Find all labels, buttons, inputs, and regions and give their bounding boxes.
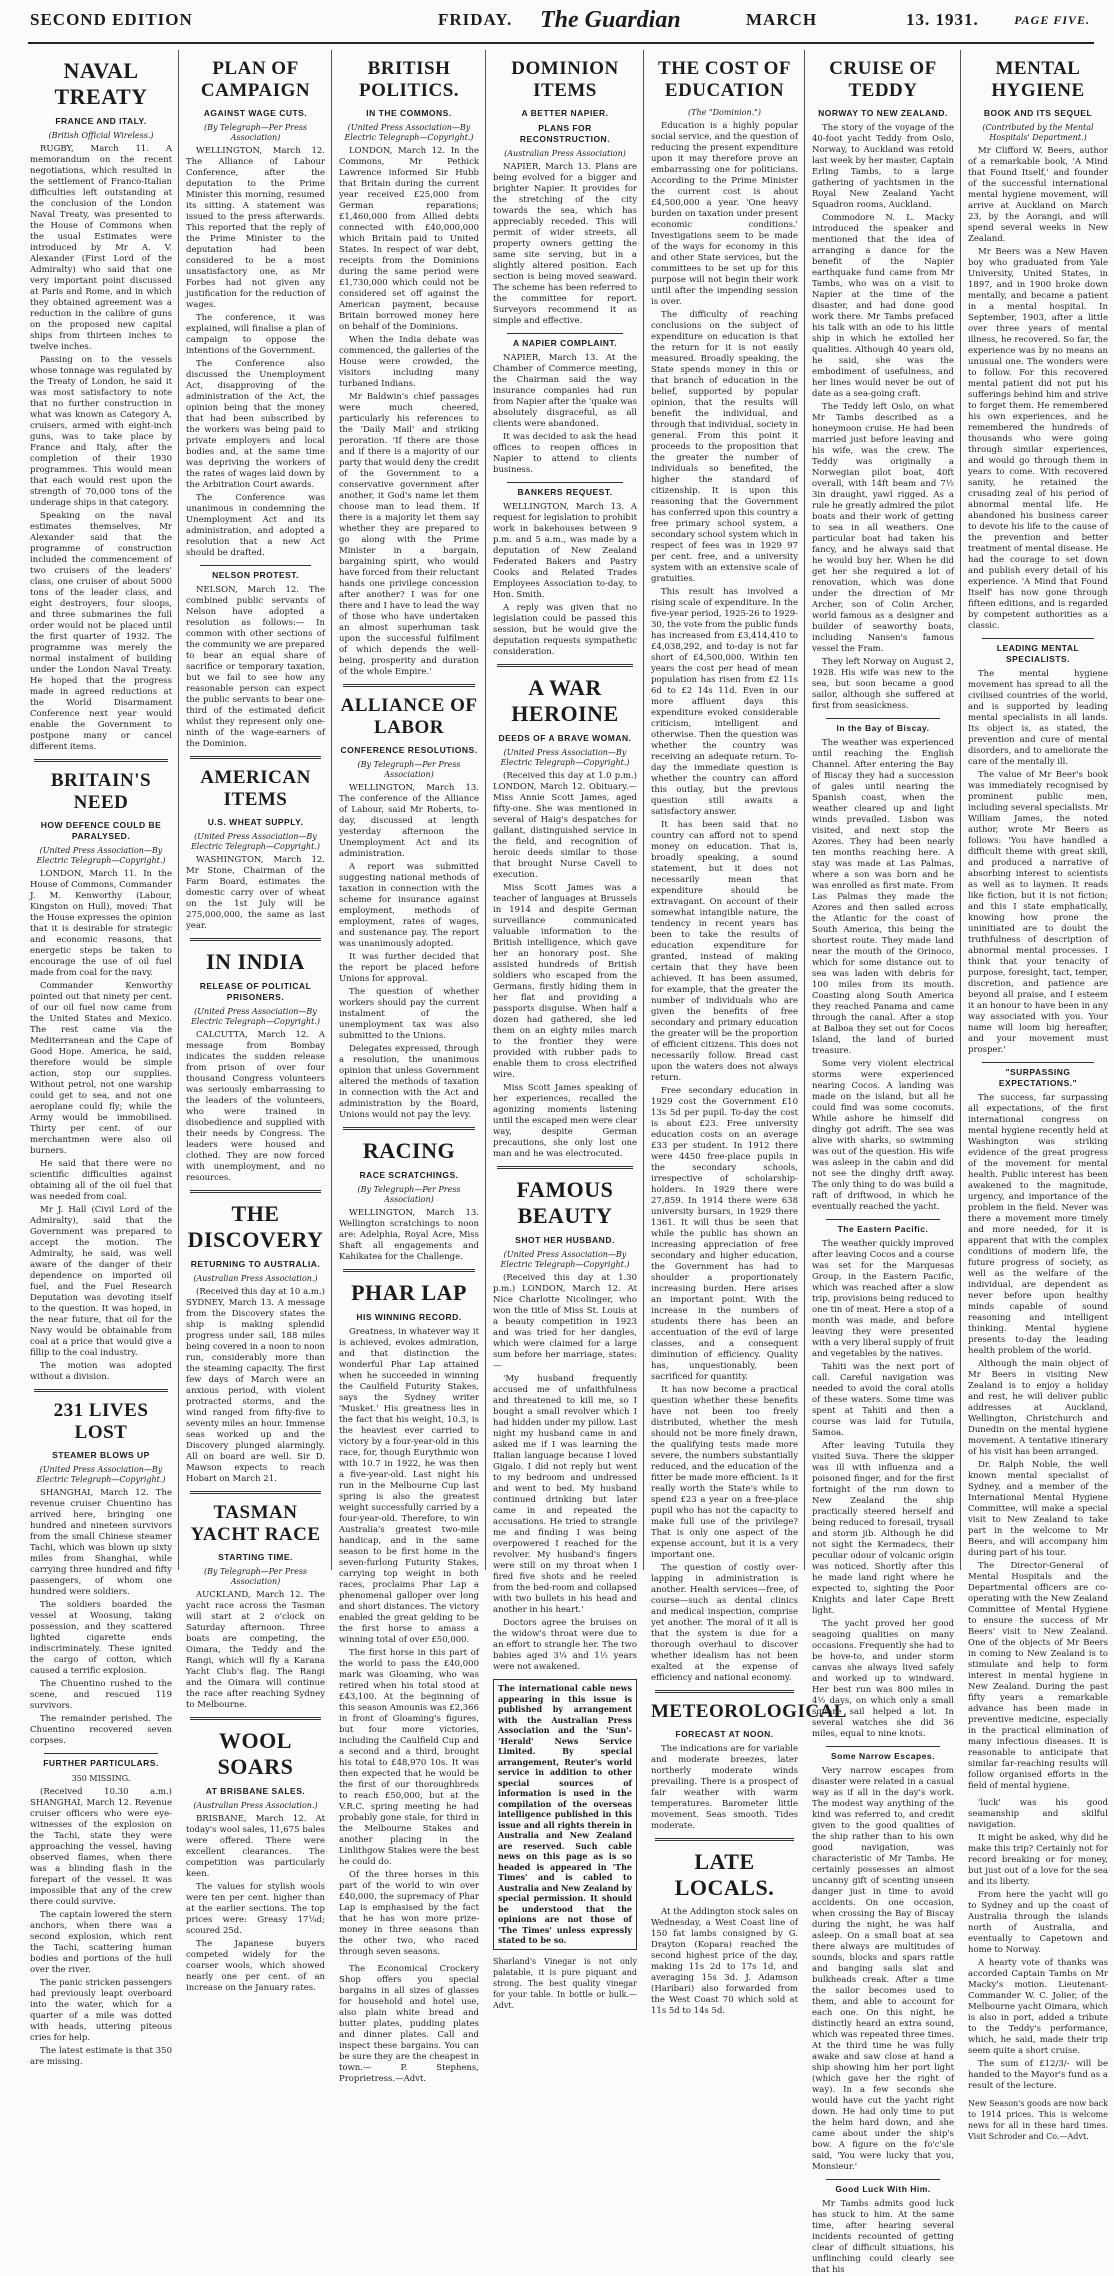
article-paragraph: The latest estimate is that 350 are missing.	[30, 2046, 172, 2067]
article-subheading: DEEDS OF A BRAVE WOMAN.	[498, 733, 632, 743]
article-body	[339, 1208, 479, 1263]
article-body	[339, 783, 479, 1121]
article-body	[30, 1488, 172, 1747]
column-rule	[485, 50, 486, 1570]
article-paragraph: Greatness, in whatever way it is achieved, evokes admiration, and that distinction the wonderful Phar Lap attained when he succeeded in winning the Caulfield Futurity Stakes, says the Sydney writer 'Musket.' His greatness lies in the fact that his weight, 10.3, is the heaviest ever carried to victory by a four-year-old in this race, for, though Eurythmic won with 10.7 in 1922, he was then a five-year-old. Last night his run in the Melbourne Cup last spring is also the greatest weight successfully carried by a four-year-old. Therefore, to win Australia's greatest two-mile handicap, and in the same season to be first home in the seven-furlong Futurity Stakes, carrying top weight in both races, proclaims Phar Lap a phenomenal galloper over long and short distances. The victory enabled the great gelding to be the first horse to amass a winning total of over £50,000.	[339, 1327, 479, 1645]
newspaper-title: The Guardian	[540, 7, 681, 33]
article-paragraph: Free secondary education in 1929 cost the Government £10 13s 5d per pupil. To-day the cost is about £23. Free university education costs on an average £33 per student. In 1912 there were 4450 free-place pupils in the secondary schools, irrespective of scholarship-holders. In 1929 there were 27,859. In 1914 there were 638 university bursars, in 1929 there 1361. It will thus be seen that while the public has shown an increasing appreciation of free secondary and higher education, the Government has had to shoulder a proportionately increasing burden. Here arises an important point. With the increase in the numbers of students there has been an accentuation of the evil of large classes, and a consequent diminution of efficiency. Quality has, unquestionably, been sacrificed for quantity.	[651, 1086, 798, 1382]
article	[339, 1127, 479, 1263]
article-paragraph: The success, far surpassing all expectations, of the first international congress on mental hygiene recently held at Washington was striking evidence of the great progress of the movement for mental health. Public interest has been awakened to the magnitude, urgency, and importance of the problem in the field. Never was there a movement more timely and more needed, for it is apparent that with the complex conditions of modern life, the future progress of society, as well as the welfare of the individual, are dependent as never before upon healthy minds capable of sound reasoning and intelligent thinking. Mental hygiene presents to-day the leading health problem of the world.	[968, 1093, 1108, 1356]
article-body	[30, 869, 172, 1383]
article-divider	[655, 1690, 794, 1693]
article-paragraph: The Director-General of Mental Hospitals and the Departmental officers are co-operating with the New Zealand Committee of Mental Hygiene to ensure the success of Mr Beers' visit to New Zealand. One of the objects of Mr Beers in coming to New Zealand is to stimulate and help to form interest in mental hygiene in New Zealand. During the past fifty years a remarkable advance has been made in preventive medicine, especially in the practical elimination of many infectious diseases. It is reasonable to anticipate that similar far-reaching results will follow organised efforts in the field of mental hygiene.	[968, 1561, 1108, 1791]
article	[812, 1746, 954, 2173]
article-paragraph: Commander Kenworthy pointed out that ninety per cent. of our oil fuel now came from the United States and Mexico. The rest came via the Mediterranean and the Cape of Good Hope. America, he said, therefore would be simple action, stop our supplies. Without petrol, not one warship could get to sea, and not one aeroplane could fly; while the Army would be immobilised. Thirty per cent. of our merchantmen were also oil burners.	[30, 981, 172, 1156]
column-3	[333, 50, 485, 2084]
column-2	[180, 50, 331, 1993]
article-subheading: BANKERS REQUEST.	[517, 487, 613, 497]
article-subheading: RETURNING TO AUSTRALIA.	[190, 1259, 321, 1269]
article-credit: (Australian Press Association.)	[193, 1801, 318, 1810]
article-paragraph: They left Norway on August 2, 1928. His wife was new to the sea, but soon became a good sailor, although she suffered at first from seasickness.	[812, 657, 954, 711]
article	[186, 1717, 325, 1994]
article-paragraph: WELLINGTON, March 13. Wellington scratchings to noon are: Adelphia, Royal Acre, Miss Shaft all engagements and Kahikatea for the Challenge.	[339, 1208, 479, 1262]
article-divider	[497, 664, 633, 667]
article-credit: (By Telegraph—Per Press Association)	[203, 123, 308, 142]
article-paragraph: It might be asked, why did he make this trip? Certainly not for record breaking or for money, but just out of a love for the sea and its liberty.	[968, 1833, 1108, 1887]
article-headline: A WAR HEROINE	[511, 675, 619, 726]
article-divider	[190, 756, 321, 759]
article-paragraph: Although the main object of Mr Beers in visiting New Zealand is to enjoy a holiday and rest, he will deliver public addresses at Auckland, Wellington, Christchurch and Dunedin on the mental hygiene movement. A tentative itinerary of his visit has been arranged.	[968, 1359, 1108, 1457]
column-rule	[331, 50, 332, 1570]
article	[968, 58, 1108, 632]
article	[493, 333, 637, 476]
article-headline: PHAR LAP	[351, 1280, 467, 1305]
article	[339, 1964, 479, 2085]
article-headline: THE COST OF EDUCATION	[658, 58, 791, 101]
article	[651, 58, 798, 1684]
article-paragraph: The values for stylish wools were ten per cent. higher than at the earlier sections. The top prices were: Greasy 17¼d; scoured 25d.	[186, 1882, 325, 1936]
article	[812, 58, 954, 712]
article-divider	[343, 684, 475, 687]
article	[651, 1690, 847, 1832]
article-divider	[190, 1491, 321, 1494]
article-paragraph: The captain lowered the stern anchors, when there was a second explosion, which rent the Tachi, scattering human bodies and portions of the hull over the river.	[30, 1910, 172, 1975]
article-paragraph: From here the yacht will go to Sydney and up the coast of Australia through the islands north of Australia, and eventually to Capetown and home to Norway.	[968, 1890, 1108, 1955]
article-credit: (By Telegraph—Per Press Association)	[357, 1185, 461, 1204]
article-credit: (Australian Press Association)	[504, 149, 626, 158]
article-paragraph: The Conference also discussed the Unemployment Act, disapproving of the administration of the Act, the opinion being that the money that had been subscribed by the workers was being paid to private employers and local bodies and, at the same time was depriving the workers of the rates of wages laid down by the Arbitration Court awards.	[186, 359, 325, 490]
date-label: 13. 1931.	[906, 10, 979, 29]
article-headline: ALLIANCE OF LABOR	[340, 695, 478, 738]
article-subheading: SHOT HER HUSBAND.	[515, 1235, 615, 1245]
article	[30, 759, 172, 1383]
article	[968, 2098, 1108, 2142]
article-subheading: IN THE COMMONS.	[366, 108, 452, 118]
article	[186, 938, 325, 1184]
article-paragraph: (Received this day at 1.0 p.m.) LONDON, March 12. Obituary.—Miss Annie Scott James, aged fifty-one. She was mentioned in several of Haig's despatches for gallant, distinguished service in the field, and recognition of heroic deeds similar to those that brought Nurse Cavell to execution.	[493, 771, 637, 880]
article	[651, 1838, 798, 2017]
article-subheading: NELSON PROTEST.	[212, 570, 299, 580]
article-paragraph: A hearty vote of thanks was accorded Captain Tambs on Mr Macky's motion. Lieutenant-Commander W. C. Jolier, of the Melbourne yacht Oimara, which is also in port, added a tribute to the Teddy's performance, which, he said, made their trip seem quite a short cruise.	[968, 1958, 1108, 2056]
article-headline: CRUISE OF TEDDY	[829, 58, 937, 101]
press-notice: The international cable news appearing in this issue is published by arrangement with the Australian Press Association and the 'Sun'-'Herald' News Service Limited. By special arrangement, Reuter's world service in addition to other special sources of information is used in the compilation of the overseas intelligence published in this issue and all rights therein in Australia and New Zealand are reserved. Such cable news on this page as is so headed is appeared in 'The Times' and is cabled to Australia and New Zealand by special permission. It should be understood that the opinions are not those of 'The Times' unless expressly stated to be so.	[493, 1679, 637, 1950]
article-paragraph: The question of whether workers should pay the current instalment of the unemployment tax was also submitted to the Unions.	[339, 987, 479, 1041]
article-paragraph: At the Addington stock sales on Wednesday, a West Coast line of 150 fat lambs consigned by G. Drayton (Kopara) reached the second highest price of the day, making 11s 2d to 17s 1d, and averaging 15s 3d. J. Adamson (Haribari) also forwarded from the West Coast 70 which sold at 11s 5d to 14s 5d.	[651, 1907, 798, 2016]
article-paragraph: RUGBY, March 11. A memorandum on the recent negotiations, which resulted in the settlement of Franco-Italian difficulties left outstanding at the conclusion of the London Naval Treaty, was presented to the House of Commons when the usual Estimates were introduced by Mr A. V. Alexander (First Lord of the Admiralty) who said that one very important point discussed at Paris and Rome, and in which they obtained agreement was a reduction in the calibre of guns on the proposed new capital ships from thirteen inches to twelve inches.	[30, 144, 172, 352]
article-subheading: In the Bay of Biscay.	[836, 723, 930, 733]
section-divider	[44, 1753, 158, 1754]
article-paragraph: The panic stricken passengers had previously leapt overboard into the water, which for a quarter of a mile was dotted with heads, uttering piteous cries for help.	[30, 1978, 172, 2043]
article-subheading: The Eastern Pacific.	[837, 1224, 929, 1234]
article-subheading: FRANCE AND ITALY.	[55, 116, 147, 126]
article-subheading: AT BRISBANE SALES.	[205, 1786, 306, 1796]
article-paragraph: The Conference was unanimous in condemning the Unemployment Act and its administration, and adopted a resolution that a new Act should be drafted.	[186, 493, 325, 558]
article-credit: (British Official Wireless.)	[48, 131, 154, 140]
article-paragraph: Speaking on the naval estimates themselves, Mr Alexander said that the programme of construction included the commencement of two cruisers of the leaders' class, one cruiser of about 5000 tons of the leader class, and eight destroyers, four sloops, and three submarines the full order would not be placed until the first quarter of 1932. The programme was merely the normal instalment of building under the London Naval Treaty. He hoped that the progress made in agreed reductions at the World Disarmament Conference next year would enable the Government to postpone many or cancel different items.	[30, 511, 172, 752]
column-rule	[960, 50, 961, 1570]
article-paragraph: The value of Mr Beer's book was immediately recognised by prominent public men, including several specialists. Mr William James, the noted author, wrote Mr Beers as follows: 'You have handled a difficult theme with great skill, and produced a narrative of absorbing interest to scientists as well as to laymen. It reads like fiction, but it is not fiction; and this I state emphatically, knowing how prone the uninitiated are to doubt the truthfulness of description of abnormal mental processes. I think that your tenacity of purpose, foresight, tact, temper, discretion, and patience are beyond all praise, and I esteem it an honour to have been in any way associated with you. Your name will loom big hereafter, and your movement must prosper.'	[968, 770, 1108, 1055]
article-paragraph: Mr Baldwin's chief passages were much cheered, particularly his references to the 'Daily Mail' and striking peroration. 'If there are those and if there is a majority of our party that would deny the credit of the Government to a conservative government after another, it God's name let them choose man to lead them. If there is a majority let them say whether they are prepared to go along with the Prime Minister in a bargain, bargaining spirit, who would have forced from their reluctant hands one privilege concession after another? I was for one there and I have to lead the way of those who have undertaken an almost superhuman task upon the successful fulfilment of which depends the well-being, prosperity and duration of the whole Empire.'	[339, 392, 479, 677]
article	[186, 565, 325, 750]
article-body	[968, 1798, 1108, 2092]
article-divider	[497, 1166, 633, 1169]
article-paragraph: The weather was experienced until reaching the English Channel. After entering the Bay of Biscay they had a succession of gales until nearing the Spanish coast, when the weather cleared up and light winds prevailed. Lisbon was visited, and next stop the Azores. They had been nearly ten months reaching here. A stay was made at Las Palmas, where a son was born and he was enrolled as first mate. From Las Palmas they made the Azores and then sailed across the Atlantic for the coast of South America, this being the shortest route. They made land near the mouth of the Orinoco, which for some distance out to sea was laden with debris for 100 miles from its mouth. Coasting along South America they reached Panama and came through the canal. After a stop at Balboa they set out for Cocos Island, the land of buried treasure.	[812, 738, 954, 1056]
article-paragraph: Commodore N. L. Macky introduced the speaker and mentioned that the idea of arranging a dance for the benefit of the Napier earthquake fund came from Mr Tambs, who was on a visit to Napier at the time of the disaster, and had done good work there. Mr Tambs prefaced his talk with an ode to his little ship in which he extolled her qualities. Although 40 years old, he said, she was the embodiment of usefulness, and her lines would never be out of date as a sea-going craft.	[812, 213, 954, 399]
article-subheading: A BETTER NAPIER.	[521, 108, 609, 118]
article-headline: BRITAIN'S NEED	[50, 770, 152, 813]
article-headline: BRITISH POLITICS.	[358, 58, 460, 101]
article-body	[812, 1239, 954, 1740]
article	[812, 718, 954, 1213]
article-body	[968, 1093, 1108, 1792]
article-divider	[190, 1717, 321, 1720]
article-paragraph: (Received this day at 10 a.m.) SYDNEY, March 13. A message from the Discovery states the ship is making splendid progress under sail, 188 miles being covered in a noon to noon run, considerably more than the steaming capacity. The first few days of March were an anxious period, with violent protracted storms, and the wind ranged from fifty-five to seventy miles an hour. Immense seas worked up and the Discovery plunged alarmingly. All on board are well. Sir D. Mawson expects to reach Hobart on March 21.	[186, 1287, 325, 1484]
article-body	[30, 1787, 172, 2068]
article-body	[186, 146, 325, 559]
article-subheading: A NAPIER COMPLAINT.	[512, 338, 618, 348]
article	[493, 1166, 637, 1673]
section-divider	[982, 638, 1094, 639]
article-paragraph: It has been said that no country can afford not to spend money on education. That is, broadly speaking, a sound statement, but it does not necessarily mean that expenditure should be extravagant. On account of their somewhat intangible nature, the tendency in recent years has been to take the results of education expenditure for granted, instead of making certain that they have been achieved. It has been assumed, for example, that the greater the number of individuals who are given the benefits of free secondary and primary education the greater will be the proportion of efficient citizens. This does not necessarily follow. Bread cast upon the waters does not always return.	[651, 820, 798, 1083]
article	[186, 756, 325, 932]
article	[186, 1491, 325, 1711]
article-paragraph: LONDON, March 11. In the House of Commons, Commander J. M. Kenworthy (Labour, Kingston on Hull), moved: That the House expresses the opinion that it is desirable for strategic and economic reasons, that energetic steps be taken to encourage the use of oil fuel made from coal for the navy.	[30, 869, 172, 978]
article-paragraph: Mr J. Hall (Civil Lord of the Admiralty), said that the Government was prepared to accept the motion. The Admiralty, he said, was well aware of the danger of their dependence on imported oil fuel, and the Fuel Research Deputation was devoting itself to the question. It was hoped, in the near future, that oil for the Navy would be obtainable from coal at a price that would give a fillip to the coal industry.	[30, 1205, 172, 1358]
article-credit: (United Press Association—By Electric Telegraph—Copyright.)	[36, 1465, 166, 1484]
article-headline: PLAN OF CAMPAIGN	[200, 58, 311, 101]
article-body	[812, 1766, 954, 2173]
article-headline: MENTAL HYGIENE	[991, 58, 1085, 101]
section-divider	[507, 333, 623, 334]
article-body	[493, 1273, 637, 1673]
article-paragraph: The conference, it was explained, will finalise a plan of campaign to oppose the intentions of the Government.	[186, 313, 325, 356]
article-paragraph: The question of costly over-lapping in administration is another. Health services—free, of course—such as dental clinics and medical inspection, comprise yet another. The moral of it all is that the system is due for a thorough overhaul to discover whether idealism has not been exalted at the expense of efficiency and national economy.	[651, 1563, 798, 1683]
article-paragraph: The remainder perished. The Chuentino recovered seven corpses.	[30, 1714, 172, 1746]
article-body	[186, 855, 325, 932]
article-divider	[343, 1269, 475, 1272]
article-body	[812, 123, 954, 712]
article	[812, 1219, 954, 1740]
article-subheading: FURTHER PARTICULARS.	[43, 1758, 159, 1768]
article-credit: (United Press Association—By Electric Telegraph—Copyright.)	[500, 748, 630, 767]
article	[968, 638, 1108, 1056]
article	[493, 482, 637, 658]
article-paragraph: WELLINGTON, March 13. A request for legislation to prohibit work in bakehouses between 9 p.m. and 5 a.m., was made by a deputation of New Zealand Federated Bakers and Pastry Cooks and Related Trades Employees Association to-day, to Hon. Smith.	[493, 502, 637, 600]
article	[968, 1062, 1108, 1792]
article-paragraph: Dr. Ralph Noble, the well known mental specialist of Sydney, and a member of the International Mental Hygiene Committee, will make a special visit to New Zealand to take part in the welcome to Mr Beers, and will accompany him during part of his tour.	[968, 1460, 1108, 1558]
column-rule	[643, 50, 644, 1570]
article-credit: (United Press Association—By Electric Telegraph—Copyright.)	[190, 1007, 321, 1026]
article-paragraph: 'luck' was his good seamanship and skilful navigation.	[968, 1798, 1108, 1830]
article-paragraph: He said that there were no scientific difficulties against obtaining all of the oil fuel that was needed from coal.	[30, 1159, 172, 1202]
article-paragraph: Miss Scott James speaking of her experiences, recalled the agonizing moments listening until the escaped men were clear way, despite German precautions, she only lost one man and he was electrocuted.	[493, 1083, 637, 1159]
column-1	[24, 50, 178, 2067]
article-paragraph: It has now become a practical question whether these benefits have not been too freely distributed, whether the mesh should not be more finely drawn, the qualifying tests made more severe, the numbers substantially reduced, and the education of the fitter be made more efficient. Is it really worth the State's while to spend £23 a year on a free-place pupil who has not the capacity to make full use of the privilege? That is only one aspect of the expense account, but it is a very important one.	[651, 1385, 798, 1560]
article-headline: TASMAN YACHT RACE	[190, 1502, 321, 1545]
section-divider	[826, 718, 940, 719]
article-body	[812, 2199, 954, 2276]
article	[493, 664, 637, 1160]
article-paragraph: LONDON, March 12. In the Commons, Mr Pethick Lawrence informed Sir Hubb that Britain during the current year received £25,000 from German reparations; £1,460,000 from Allied debts connected with £40,000,000 which Britain paid to United States. In respect of war debt, receipts from the Dominions during the same period were £1,730,000 which could not be considered set off against the American payment, because Britain borrowed money here on behalf of the Dominions.	[339, 146, 479, 332]
article-paragraph: It was decided to ask the head offices to reopen offices in Napier to attend to clients business.	[493, 432, 637, 475]
article-headline: METEOROLOGICAL	[651, 1701, 847, 1722]
article-body	[493, 771, 637, 1160]
article-credit: (United Press Association—By Electric Telegraph—Copyright.)	[190, 832, 321, 851]
article-paragraph: NAPIER, March 13. Plans are being evolved for a bigger and brighter Napier. It provides for the stretching of the city towards the sea, which has appreciably receded. This will permit of wider streets, all property owners getting the same site serving, but in a slightly altered position. Each section is being moved seaward. The scheme has been referred to the committee for report. Surveyors recommend it as simple and effective.	[493, 162, 637, 326]
page-label: PAGE FIVE.	[1014, 13, 1090, 27]
column-4	[487, 50, 643, 2010]
article-paragraph: (Received 10.30 a.m.) SHANGHAI, March 12. Revenue cruiser officers who were eye-witnesses of the explosion on the Tachi, state they were approaching the vessel, having observed flames, when there was a blinding flash in the forepart of the vessel. It was impossible that any of the crew there could survive.	[30, 1787, 172, 1907]
month-label: MARCH	[746, 10, 818, 29]
article-dateline: 350 MISSING.	[71, 1774, 131, 1783]
article-body	[186, 1287, 325, 1485]
article-subheading: CONFERENCE RESOLUTIONS.	[340, 745, 478, 755]
section-divider	[826, 1219, 940, 1220]
article-divider	[655, 1838, 794, 1841]
article-subheading: RACE SCRATCHINGS.	[359, 1170, 459, 1180]
article-paragraph: The yacht proved her good seagoing qualities on many occasions. Frequently she had to be hove-to, and under storm canvas she always lived safely and worked up to windward. Her best run was 800 miles in 4½ days, on which only a small square sail helped a lot. In several watches she did 36 miles, equal to nine knots.	[812, 1619, 954, 1739]
article	[493, 1679, 637, 1950]
article-credit: (United Press Association—By Electric Telegraph—Copyright.)	[500, 1250, 630, 1269]
article-divider	[34, 1389, 168, 1392]
article-paragraph: The mental hygiene movement has spread to all the civilised countries of the world, and is supported by leading mental specialists in all lands. Its object is, as stated, the prevention and cure of mental disorders, and to ameliorate the care of the mentally ill.	[968, 669, 1108, 767]
article-paragraph: Delegates expressed, through a resolution, the unanimous opinion that unless Government altered the methods of taxation in connection with the Act and administration by the Board, Unions would not pay the levy.	[339, 1044, 479, 1120]
article-paragraph: The weather quickly improved after leaving Cocos and a course was set for the Marquesas Group, in the Eastern Pacific, which was reached after a slow trip, provisions being reduced to one tin of meat. Here a stop of a month was made, and before leaving they were presented with a very liberal supply of fruit and vegetables by the natives.	[812, 1239, 954, 1359]
article-paragraph: This result has involved a rising scale of expenditure. In the five-year period, 1925-26 to 1929-30, the vote from the public funds has increased from £3,414,410 to £4,038,292, and to-day is not far short of £4,500,000. Within ten years the cost per head of mean population has risen from £2 11s 6d to £2 14s 11d. Even in our more affluent days this expenditure evoked considerable criticism, intelligent and otherwise. Then the question was whether the country was receiving an adequate return. To-day the immediate question is whether the country can afford this outlay, but the previous question still awaits a satisfactory answer.	[651, 587, 799, 817]
article-subheading: LEADING MENTAL SPECIALISTS.	[996, 643, 1080, 664]
article-subheading: NORWAY TO NEW ZEALAND.	[818, 108, 948, 118]
article-paragraph: BRISBANE, March 12. At today's wool sales, 11,675 bales were offered. There were excellent clearances. The competition was particularly keen.	[186, 1814, 325, 1879]
article-paragraph: The Chuentino rushed to the scene, and rescued 119 survivors.	[30, 1679, 172, 1711]
article-credit: (Contributed by the Mental Hospitals' Department.)	[982, 123, 1094, 142]
article-paragraph: A reply was given that no legislation could be passed this session, but he would give the deputation requests sympathetic consideration.	[493, 603, 637, 657]
article-headline: DOMINION ITEMS	[511, 58, 619, 101]
article-subheading: PLANS FOR RECONSTRUCTION.	[519, 123, 611, 144]
article-body	[968, 146, 1108, 632]
article-divider	[343, 1127, 475, 1130]
article-paragraph: AUCKLAND, March 12. The yacht race across the Tasman will start at 2 o'clock on Saturday afternoon. Three boats are competing, the Oimara, the Teddy and the Rangi, which will fly a Karana Yacht Club's flag. The Rangi and the Oimara will continue the race after reaching Sydney to Melbourne.	[186, 1590, 325, 1710]
article-subheading: AGAINST WAGE CUTS.	[203, 108, 308, 118]
article-subheading: BOOK AND ITS SEQUEL	[983, 108, 1093, 118]
article-credit: (By Telegraph—Per Press Association)	[357, 760, 461, 779]
article-paragraph: Of the three horses in this part of the world to win over £40,000, the supremacy of Phar Lap is emphasised by the fact that he has won more prize-money in three seasons than the other two, who raced through seven seasons.	[339, 1870, 479, 1957]
article-paragraph: A report was submitted suggesting national methods of taxation in connection with the scheme for insurance against employment, methods of employment, rates of wages, and sustenance pay. The report was unanimously adopted.	[339, 862, 479, 949]
article-headline: AMERICAN ITEMS	[200, 767, 311, 810]
article-body	[651, 121, 798, 1684]
article-divider	[190, 1190, 321, 1193]
article	[30, 1753, 172, 2068]
article-headline: IN INDIA	[206, 949, 305, 974]
section-divider	[982, 1062, 1094, 1063]
article-subheading: FORECAST AT NOON.	[675, 1729, 774, 1739]
article	[339, 684, 479, 1121]
article-paragraph: After leaving Tutuila they visited Suva. There the skipper was ill with influenza and a poisoned finger, and for the first fortnight of the run down to New Zealand the ship practically steered herself and being reduced to foresail, trysail and storm jib. Although he did not sight the Kermadecs, their peculiar odour of volcanic origin was noticed. Shortly after this he made land right where he expected to, sighting the Poor Knights and later Cape Brett light.	[812, 1441, 954, 1616]
article-body	[493, 353, 637, 476]
article-subheading: "SURPASSING EXPECTATIONS."	[998, 1067, 1078, 1088]
article-paragraph: The motion was adopted without a division.	[30, 1361, 172, 1382]
article-body	[186, 1814, 325, 1994]
article	[968, 1798, 1108, 2092]
article-paragraph: Some very violent electrical storms were experienced nearing Cocos. A landing was made on the island, but all he could find was some coconuts. While ashore he himself did dinghy got adrift. The sea was alive with sharks, so swimming was out of the question. His wife was asleep in the cabin and did not see the dinghy drift away. The only thing to do was build a raft of driftwood, in which he eventually reached the yacht.	[812, 1059, 954, 1212]
article-body	[186, 1030, 325, 1184]
column-rule	[804, 50, 805, 1570]
article-subheading: RELEASE OF POLITICAL PRISONERS.	[199, 981, 312, 1002]
article-body	[339, 1327, 479, 1958]
article-body	[493, 502, 637, 658]
article-subheading: Good Luck With Him.	[835, 2184, 931, 2194]
column-rule	[178, 50, 179, 1570]
article-paragraph: The first horse in this part of the world to pass the £40,000 mark was Gloaming, who was retired when his total stood at £43,100. At the beginning of this season Amounis was £2,366 in front of Gloaming's figures, but four more victories, including the Caulfield Cup and a second and a third, brought his total to £48,970 10s. It was then expected that he would be the first of our thoroughbreds to reach £50,000, but at the V.R.C. spring meeting he had probably gone stale, for third in the Melbourne Stakes and another placing in the Linlithgow Stakes were the best he could do.	[339, 1648, 479, 1867]
article-body	[186, 585, 325, 750]
article-body	[968, 669, 1108, 1056]
article-paragraph: Miss Scott James was a teacher of languages at Brussels in 1914 and despite German surveillance communicated valuable information to the British intelligence, which gave her an honorary post. She assisted hundreds of British soldiers who escaped from the Germans, firstly hiding them in her flat and providing a passports disguise. When half a dozen had gathered, she led them on an eighty miles march to the frontier they were provided with rubber pads to enable them to cross electrified wire.	[493, 883, 637, 1080]
article-divider	[190, 938, 321, 941]
article-headline: THE DISCOVERY	[187, 1201, 324, 1252]
article	[812, 2179, 954, 2276]
column-5	[645, 50, 847, 2016]
article-paragraph: It was further decided that the report be placed before Unions for approval.	[339, 952, 479, 984]
article-subheading: HIS WINNING RECORD.	[356, 1312, 462, 1322]
article-paragraph: NAPIER, March 13. At the Chamber of Commerce meeting, the Chairman said the way insurance companies had run from Napier after the 'quake was absolutely disgraceful, as all clients were abandoned.	[493, 353, 637, 429]
article-body	[339, 146, 479, 678]
article-paragraph: CALCUTTA, March 12. A message from Bombay indicates the sudden release from prison of over four thousand Congress volunteers was seriously embarrassing to the leaders of the volunteers, who were trained in disobedience and supplied with their needs by Congress. The leaders were housed and clothed. They are now forced with unemployment, and no resources.	[186, 1030, 325, 1183]
article	[186, 1190, 325, 1485]
article-body	[30, 144, 172, 753]
article-headline: FAMOUS BEAUTY	[516, 1177, 614, 1228]
article-body	[339, 1964, 479, 2085]
article-paragraph: The Teddy left Oslo, on what Mr Tambs described as a honeymoon cruise. He had been married just before leaving and his wife, was the crew. The Teddy was originally a Norwegian pilot boat, 40ft overall, with 14ft beam and 7½ 3in draught, yawl rigged. As a rule he greatly admired the pilot boats and their work of getting to sea in all weathers. One particular boat had taken his fancy, and he always said that he would buy her. When he did get her she required a lot of renovation, which was done under the direction of Mr Archer, son of Colin Archer, world famous as a designer and builder of seaworthy boats, including Nansen's famous vessel the Fram.	[812, 402, 954, 654]
edition-label: SECOND EDITION	[30, 10, 193, 29]
article-headline: RACING	[362, 1138, 456, 1163]
article-body	[812, 738, 954, 1213]
advertisement: Sharland's Vinegar is not only palatable, it is pure piquant and strong. The best quality vinegar for your table. In bottle or bulk.—Advt.	[493, 1956, 637, 2010]
article-headline: LATE LOCALS.	[674, 1849, 775, 1900]
article-paragraph: Doctors agree the bruises on the widow's throat were due to an effort to strangle her. The two babies aged 3¼ and 1½ years were not awakened.	[493, 1618, 637, 1672]
article-body	[651, 1744, 798, 1832]
article-headline: NAVAL TREATY	[54, 58, 148, 109]
article-paragraph: Passing on to the vessels whose tonnage was regulated by the Treaty of London, he said it was most satisfactory to note that no further construction in what was known as Category A, cruisers, armed with eight-inch guns, was to take place by France and Italy, after the completion of their 1930 programmes. This would mean that each would rest upon the strength of 70,000 tons of the underage ships in that category.	[30, 355, 172, 508]
day-label: FRIDAY.	[438, 10, 513, 29]
article-subheading: STEAMER BLOWS UP	[52, 1450, 150, 1460]
article-paragraph: WELLINGTON, March 13. The conference of the Alliance of Labour, said Mr Roberts, to-day, discussed at length yesterday afternoon the Unemployment Act and its administration.	[339, 783, 479, 859]
article-paragraph: Mr Clifford W. Beers, author of a remarkable book, 'A Mind that Found Itself,' and founder of the successful international mental hygiene movement, will arrive at Auckland on March 23, by the Aorangi, and will spend several weeks in New Zealand.	[968, 146, 1108, 244]
article-paragraph: The Economical Crockery Shop offers you special bargains in all sizes of glasses for household and hotel use, also plain white bread and butter plates, pudding plates and dinner plates. Call and inspect these bargains. You can be sure they are the cheapest in town.— P. Stephens, Proprietress.—Advt.	[339, 1964, 479, 2084]
article-divider	[34, 759, 168, 762]
article-paragraph: The Japanese buyers competed widely for the coarser wools, which showed nearly one per cent. of an increase on the January rates.	[186, 1939, 325, 1993]
article-paragraph: WASHINGTON, March 12. Mr Stone, Chairman of the Farm Board, estimates the domestic carry over of wheat on the 1st July will be 275,000,000, the same as last year.	[186, 855, 325, 931]
article-paragraph: Mr Tambs admits good luck has stuck to him. At the same time, after hearing several incidents recounted of getting clear of difficult situations, his unflinching could clearly see that his	[812, 2199, 954, 2275]
article-subheading: STARTING TIME.	[218, 1552, 293, 1562]
column-6	[806, 50, 960, 2275]
article-credit: (Australian Press Association.)	[193, 1274, 318, 1283]
article-headline: WOOL SOARS	[217, 1728, 294, 1779]
advertisement: New Season's goods are now back to 1914 prices. This is welcome news for all in these hard times. Visit Schroder and Co.—Advt.	[968, 2099, 1109, 2141]
article-paragraph: (Received this day at 1.30 p.m.) LONDON, March 12. At Nice Charlotte Nicolinger, who won the title of Miss St. Louis at a beauty competition in 1923 and was tried for her dangles, which were claimed for a large sum before her marriage, states:—	[493, 1273, 637, 1371]
section-divider	[826, 1746, 940, 1747]
article-paragraph: The story of the voyage of the 40-foot yacht Teddy from Oslo, Norway, to Auckland was retold last week by her master, Captain Erling Tambs, to a large gathering of yachtsmen in the Royal New Zealand Yacht Squadron rooms, Auckland.	[812, 123, 954, 210]
article-paragraph: The soldiers boarded the vessel at Woosung, taking possession, and they scattered lighted cigarette ends indiscriminately. These ignited the cargo of cotton, which caused a terrific explosion.	[30, 1600, 172, 1676]
article-body	[651, 1907, 798, 2017]
article-body	[186, 1590, 325, 1711]
article-paragraph: Tahiti was the next port of call. Careful navigation was needed to avoid the coral atolls of these waters. Some time was spent at Tahiti and then a course was laid for Tutuila, Samoa.	[812, 1362, 954, 1438]
article-paragraph: 'My husband frequently accused me of unfaithfulness and threatened to kill me, so I bought a small revolver which I had hidden under my pillow. Last night my husband came in and asked me if I was learning the Italian language because I loved Gigalo. I did not reply but went to my bedroom and undressed and went to bed. My husband continued drinking but later came in and repeated the accusations. He tried to strangle me and finding I was being overpowered I reached for the revolver. My husband's fingers were still on my throat when I fired five shots and he reeled from the bed-room and collapsed with two bullets in his head and another in his heart.'	[493, 1374, 637, 1615]
article	[186, 58, 325, 559]
article-paragraph: NELSON, March 12. The combined public servants of Nelson have adopted a resolution as follows:— In common with other sections of the community we are prepared to bear an equal share of sacrifice or temporary taxation, but we fail to see how any reasonable person can expect the public servants to bear one-third of the estimated deficit whilst they represent only one-ninth of the wage-earners of the Dominion.	[186, 585, 325, 749]
article-paragraph: WELLINGTON, March 12. The Alliance of Labour Conference, after the deputation to the Prime Minister this morning, resumed its sitting. A statement was issued to the press afterwards. This reported that the reply of the Prime Minister to the deputation had been considered to be a most unsatisfactory one, as Mr Forbes had not given any justification for the reduction of wages.	[186, 146, 325, 310]
article	[30, 1389, 172, 1747]
section-divider	[507, 482, 623, 483]
article-credit: (United Press Association—By Electric Telegraph—Copyright.)	[344, 123, 474, 142]
article-subheading: Some Narrow Escapes.	[830, 1751, 935, 1761]
article	[493, 58, 637, 327]
article-subheading: HOW DEFENCE COULD BE PARALYSED.	[40, 820, 162, 841]
article-paragraph: SHANGHAI, March 12. The revenue cruiser Chuentino has arrived here, bringing one hundred and nineteen survivors from the small Chinese steamer Tachi, which was blown up sixty miles from Shanghai, while carrying three hundred and fifty passengers, of whom one hundred were soldiers.	[30, 1488, 172, 1597]
article-subheading: U.S. WHEAT SUPPLY.	[207, 817, 304, 827]
article-paragraph: Very narrow escapes from disaster were related in a casual way as if all in the day's work. The modest way anything of the kind was referred to, and credit given to the good qualities of the ship rather than to his own good navigation, was characteristic of Mr Tambs. He certainly possesses an almost uncanny gift of scenting unseen danger just in time to avoid accidents. On one occasion, when crossing the Bay of Biscay during the night, he was half asleep. On a small boat at sea there always are multitudes of sounds, blocks and spars rattle and banging sails slat and bulkheads creak. After a time the sailor becomes used to them, and able to account for each one. On this night, he distinctly heard an extra sound, which was repeated three times. At the third time he was fully awake and saw close at hand a ship showing him her port light (which gave her the right of way). In a few seconds she would have cut the yacht right down. He had only time to put the helm hard down, and she came about under the ship's bow. A figure on the fo'c'sle said, 'You were lucky that you, Monsieur.'	[812, 1766, 954, 2172]
column-7	[962, 50, 1114, 2141]
article	[339, 58, 479, 678]
section-divider	[826, 2179, 940, 2180]
article-body	[493, 162, 637, 327]
article-paragraph: The indications are for variable and moderate breezes, later northerly moderate winds prevailing. There is a prospect of fair weather with warm temperatures. Barometer little movement. Seas smooth. Tides moderate.	[651, 1744, 798, 1831]
masthead	[28, 7, 1094, 44]
article-paragraph: The difficulty of reaching conclusions on the subject of expenditure on education is that the return for it is not easily measured. Broadly speaking, the State spends money in this or that branch of education in the belief, supported by popular opinion, that the results will benefit the individual, and through that individual, society in general. From this point it proceeds to the proposition that the greater the number of individuals so benefited, the higher the standard of citizenship. It is upon this reasoning that the Government has conferred upon this country a free primary school system, a secondary school system which in respect of fees was in 1929 97 per cent. free, and a university system with an extensive scale of gratuities.	[651, 310, 798, 584]
article-paragraph: The sum of £12/3/- will be handed to the Mayor's fund as a result of the lecture.	[968, 2059, 1108, 2091]
article-credit: (The "Dominion.")	[688, 108, 761, 117]
section-divider	[200, 565, 311, 566]
article-paragraph: Mr Beers was a New Haven boy who graduated from Yale University, United States, in 1897, and in 1900 broke down mentally, and became a patient in a mental hospital. In September, 1903, after a little over three years of mental illness, he recovered. So far, the experience was by no means an unusual one. The wonders were to follow. For this recovered mental patient did not put his sufferings behind him and strive to forget them. He remembered his own experiences, and he remembered the hundreds of thousands who were going through similar experiences, and would go through them in years to come. With recovered sanity, he retained the crusading zeal of his period of abnormal mental life. He abandoned his business career to devote his life to the cause of the prevention and better treatment of mental disease. He had the courage to set down and publish every detail of his experience. 'A Mind that Found Itself' has now gone through fifteen editions, and is regarded by competent authorities as a classic.	[968, 247, 1108, 631]
article	[30, 58, 172, 753]
article	[339, 1269, 479, 1958]
article-headline: 231 LIVES LOST	[53, 1400, 149, 1443]
article-credit: (United Press Association—By Electric Telegraph—Copyright.)	[36, 846, 166, 865]
article-paragraph: When the India debate was commenced, the galleries of the House were crowded, the visitors including many turbaned Indians.	[339, 335, 479, 389]
article-credit: (By Telegraph—Per Press Association)	[203, 1567, 308, 1586]
article	[493, 1956, 637, 2011]
article-paragraph: Education is a highly popular social service, and the question of reducing the present expenditure upon it may therefore prove an embarrassing one for politicians. According to the Prime Minister the current cost is about £4,500,000 a year. 'One heavy burden on taxation under present economic conditions.' Investigations seem to be made of the ways for economy in this and other State services, but the committees to be set up for this purpose will not begin their work until after the impending session is over.	[651, 121, 798, 307]
